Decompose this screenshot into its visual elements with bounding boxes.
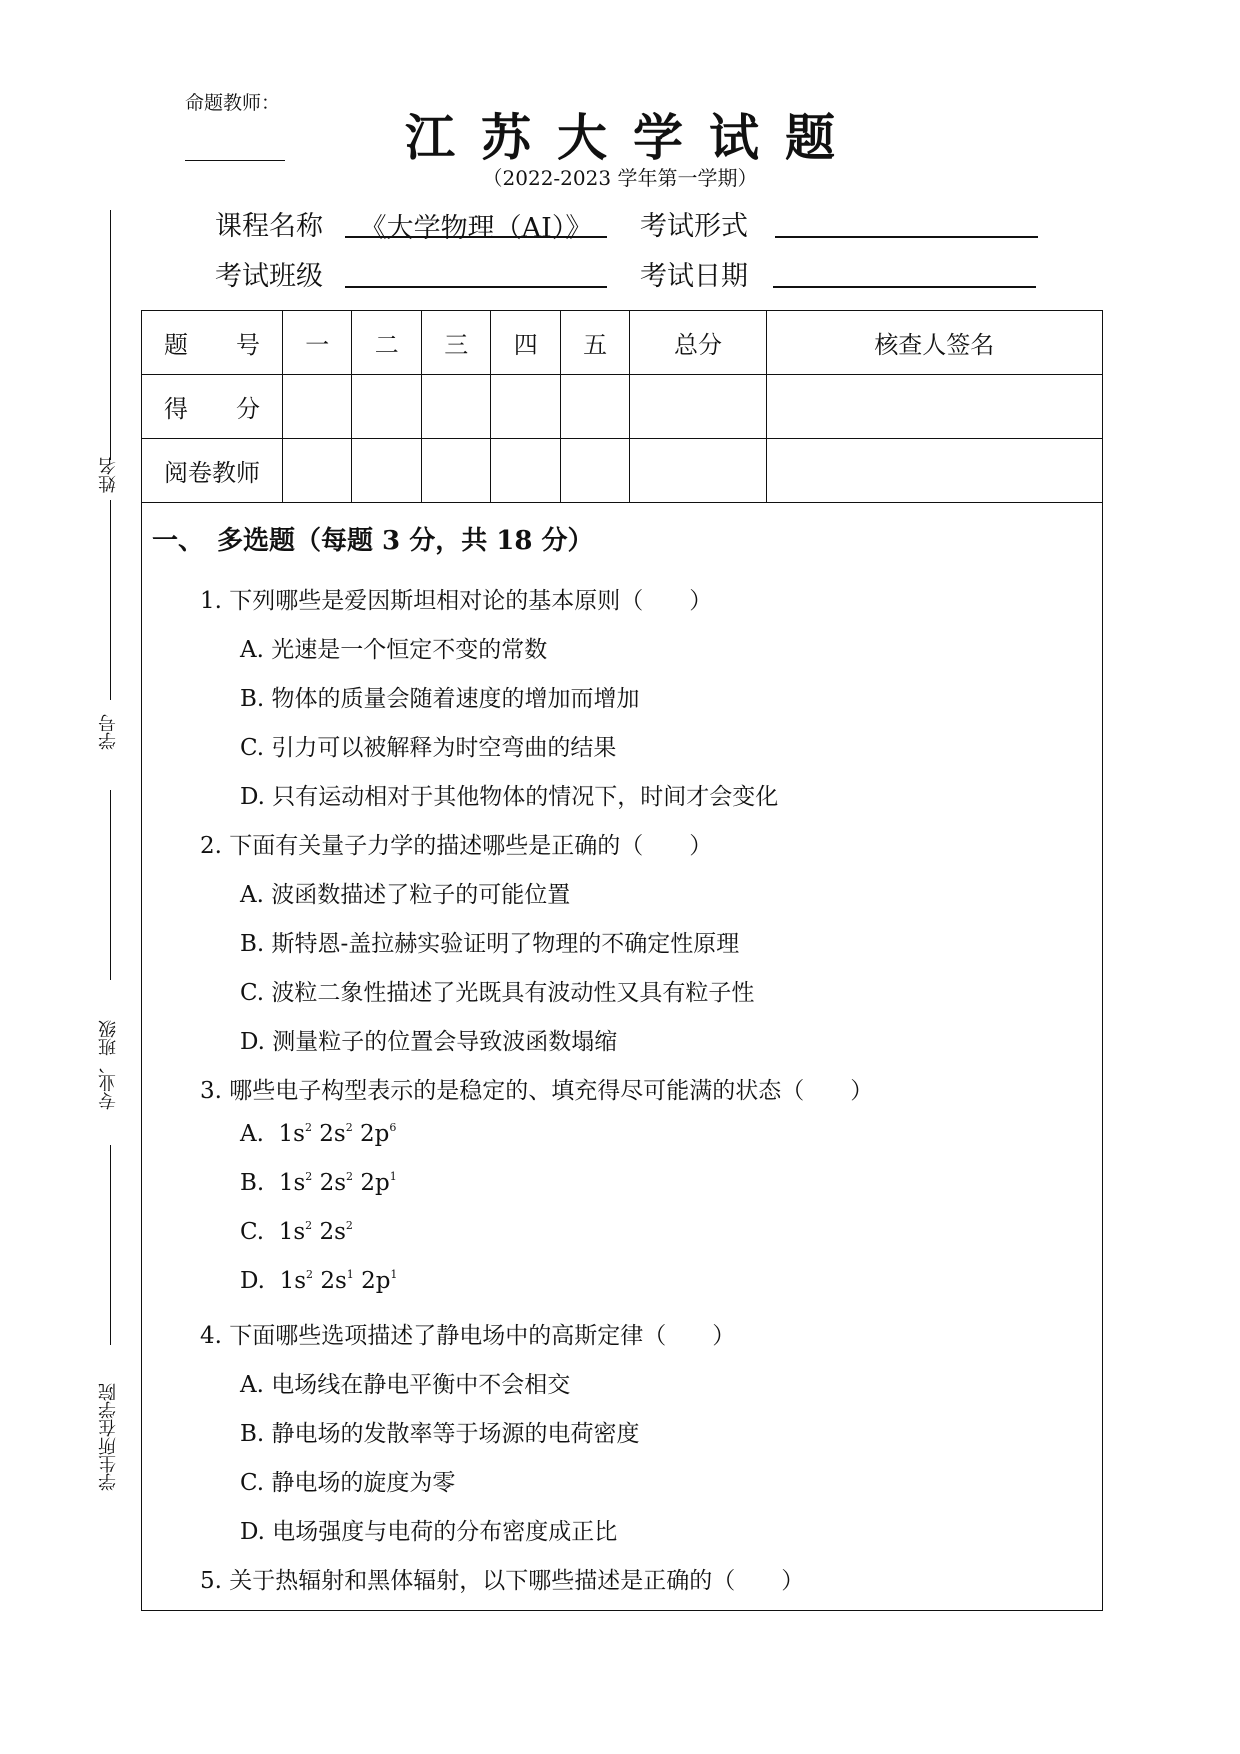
table-row-question-no: [142, 311, 1103, 375]
row-label-grader: 阅卷教师: [142, 439, 283, 503]
header-cell: 四: [491, 311, 560, 375]
class-label: 考试班级: [215, 261, 323, 292]
option-item: D. 只有运动相对于其他物体的情况下，时间才会变化: [240, 784, 779, 810]
config-option: [240, 1170, 397, 1196]
row-label-score: 得 分: [142, 375, 283, 439]
major-class-label: 专业、班级: [98, 1020, 119, 1110]
question-stem: 4. 下面哪些选项描述了静电场中的高斯定律（ ）: [200, 1323, 736, 1349]
electron-count: 2: [305, 1170, 313, 1183]
option-item: C. 静电场的旋度为零: [240, 1470, 456, 1496]
date-label: 考试日期: [640, 261, 748, 292]
student-id-line: [110, 500, 111, 700]
question-stem: 1. 下列哪些是爱因斯坦相对论的基本原则（ ）: [200, 588, 713, 614]
header-cell: 总分: [630, 311, 766, 375]
score-cell[interactable]: [560, 375, 629, 439]
option-item: B. 静电场的发散率等于场源的电荷密度: [240, 1421, 640, 1447]
electron-count: 2: [306, 1268, 313, 1281]
header-cell: 五: [560, 311, 629, 375]
score-cell[interactable]: [421, 375, 490, 439]
student-id-label: 学号: [98, 714, 119, 750]
grader-cell[interactable]: [421, 439, 490, 503]
orbital: 1s: [278, 1219, 306, 1245]
electron-count: 2: [305, 1219, 313, 1232]
course-value: 《大学物理（AI）》: [359, 213, 593, 244]
option-item: D. 测量粒子的位置会导致波函数塌缩: [240, 1029, 618, 1055]
date-field[interactable]: [773, 256, 1036, 288]
orbital: 2p: [360, 1121, 390, 1147]
exam-term: （2022-2023 学年第一学期）: [482, 166, 758, 190]
score-cell[interactable]: [352, 375, 421, 439]
option-item: A. 光速是一个恒定不变的常数: [240, 637, 548, 663]
electron-count: 1: [390, 1268, 398, 1281]
option-item: A. 电场线在静电平衡中不会相交: [240, 1372, 571, 1398]
exam-form-field[interactable]: [775, 206, 1038, 238]
question-stem: 3. 哪些电子构型表示的是稳定的、填充得尽可能满的状态（ ）: [200, 1078, 874, 1104]
orbital: 2p: [361, 1268, 391, 1294]
electron-count: 1: [389, 1170, 397, 1183]
exam-title: 江苏大学试题: [405, 108, 861, 167]
orbital: 2p: [360, 1170, 390, 1196]
grader-cell[interactable]: [630, 439, 766, 503]
table-row-score: [142, 375, 1103, 439]
teacher-label: 命题教师：: [185, 92, 281, 114]
score-cell[interactable]: [630, 375, 766, 439]
score-cell[interactable]: [283, 375, 352, 439]
grader-cell[interactable]: [491, 439, 560, 503]
electron-count: 1: [346, 1268, 354, 1281]
option-item: C. 引力可以被解释为时空弯曲的结果: [240, 735, 617, 761]
option-item: C. 波粒二象性描述了光既具有波动性又具有粒子性: [240, 980, 755, 1006]
orbital: 2s: [319, 1170, 347, 1196]
header-cell: 一: [283, 311, 352, 375]
question-stem: 2. 下面有关量子力学的描述哪些是正确的（ ）: [200, 833, 713, 859]
electron-count: 2: [346, 1170, 354, 1183]
option-letter: A.: [240, 1121, 264, 1147]
electron-count: 2: [304, 1121, 312, 1134]
section-title: 一、 多选题（每题 3 分，共 18 分）: [152, 526, 594, 556]
exam-form-label: 考试形式: [640, 211, 748, 242]
major-class-line: [110, 790, 111, 980]
score-table: [141, 310, 1103, 503]
config-option: [240, 1219, 353, 1245]
option-letter: D.: [240, 1268, 265, 1294]
class-field[interactable]: [345, 256, 607, 288]
grader-cell[interactable]: [766, 439, 1102, 503]
header-cell: 核查人签名: [766, 311, 1102, 375]
option-item: B. 物体的质量会随着速度的增加而增加: [240, 686, 640, 712]
name-label: 姓名: [98, 457, 119, 493]
header-cell: 二: [352, 311, 421, 375]
grader-cell[interactable]: [560, 439, 629, 503]
score-cell[interactable]: [491, 375, 560, 439]
orbital: 2s: [319, 1219, 346, 1245]
college-line: [110, 1145, 111, 1345]
electron-count: 2: [345, 1121, 353, 1134]
table-row-grader: [142, 439, 1103, 503]
question-stem: 5. 关于热辐射和黑体辐射，以下哪些描述是正确的（ ）: [200, 1568, 805, 1594]
row-label-question-no: 题 号: [142, 311, 283, 375]
course-label: 课程名称: [215, 211, 323, 242]
option-letter: B.: [240, 1170, 265, 1196]
orbital: 2s: [320, 1268, 347, 1294]
orbital: 1s: [278, 1121, 305, 1147]
electron-count: 2: [345, 1219, 353, 1232]
score-cell[interactable]: [766, 375, 1102, 439]
college-label: 学生所在学院: [98, 1383, 119, 1492]
config-option: [240, 1121, 396, 1147]
grader-cell[interactable]: [352, 439, 421, 503]
header-cell: 三: [421, 311, 490, 375]
option-item: B. 斯特恩-盖拉赫实验证明了物理的不确定性原理: [240, 931, 740, 957]
option-item: A. 波函数描述了粒子的可能位置: [240, 882, 571, 908]
option-letter: C.: [240, 1219, 265, 1245]
option-item: D. 电场强度与电荷的分布密度成正比: [240, 1519, 618, 1545]
config-option: [240, 1268, 397, 1294]
orbital: 1s: [279, 1268, 306, 1294]
orbital: 2s: [319, 1121, 346, 1147]
grader-cell[interactable]: [283, 439, 352, 503]
name-line: [110, 210, 111, 460]
orbital: 1s: [278, 1170, 306, 1196]
electron-count: 6: [389, 1121, 397, 1134]
